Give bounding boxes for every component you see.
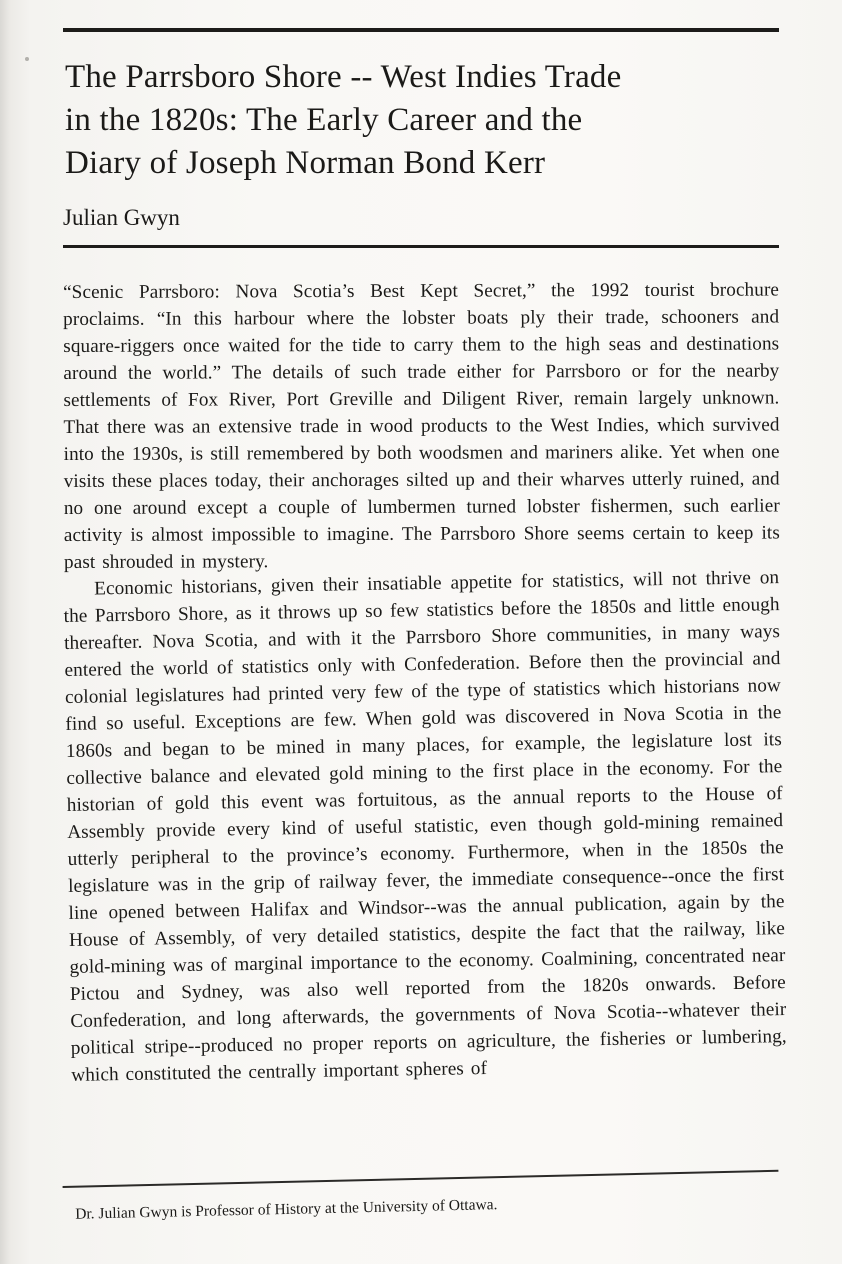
footnote-text: Dr. Julian Gwyn is Professor of History at the University of Ottawa.	[75, 1196, 498, 1223]
paragraph-1: “Scenic Parrsboro: Nova Scotia’s Best Kept Secret,” the 1992 tourist brochure proclaims. “In this harbour where the lobster boats ply their trade, schooners and square-riggers once waited for the tide to carry them to the high seas and destinations around the world.” The details of such trade either for Parrsboro or for the nearby settlements of Fox River, Port Greville and Diligent River, remain largely unknown. That there was an extensive trade in wood products to the West Indies, which survived into the 1930s, is still remembered by both woodsmen and mariners alike. Yet when one visits these places today, their anchorages silted up and their wharves utterly ruined, and no one around except a couple of lumbermen turned lobster fishermen, such earlier activity is almost impossible to imagine. The Parrsboro Shore seems certain to keep its past shrouded in mystery.	[63, 279, 780, 573]
footnote-rule	[63, 1170, 779, 1188]
scan-speck	[25, 57, 29, 61]
title-line: in the 1820s: The Early Career and the	[65, 102, 583, 138]
author-rule	[63, 245, 779, 248]
footnote-block	[63, 1170, 780, 1224]
title-line: Diary of Joseph Norman Bond Kerr	[65, 145, 546, 181]
article-title	[65, 56, 779, 185]
title-line: The Parrsboro Shore -- West Indies Trade	[65, 59, 622, 95]
paragraph-2: Economic historians, given their insatiable appetite for statistics, will not thrive on the Parrsboro Shore, as it throws up so few statistics before the 1850s and little enough thereafter. Nova Scotia, and with it the Parrsboro Shore communities, in many ways entered the world of statistics only with Confederation. Before then the provincial and colonial legislatures had printed very few of the type of statistics which historians now find so useful. Exceptions are few. When gold was discovered in Nova Scotia in the 1860s and began to be mined in many places, for example, the legislature lost its collective balance and elevated gold mining to the first place in the economy. For the historian of gold this event was fortuitous, as the annual reports to the House of Assembly provide every kind of useful statistic, even though gold-mining remained utterly peripheral to the province’s economy. Furthermore, when in the 1850s the legislature was in the grip of railway fever, the immediate consequence--once the first line opened between Halifax and Windsor--was the annual publication, again by the House of Assembly, of very detailed statistics, despite the fact that the railway, like gold-mining was of marginal importance to the economy. Coalmining, concentrated near Pictou and Sydney, was also well reported from the 1820s onwards. Before Confederation, and long afterwards, the governments of Nova Scotia--whatever their political stripe--produced no proper reports on agriculture, the fisheries or lumbering, which constituted the centrally important spheres of	[63, 567, 787, 1086]
article-content	[63, 28, 787, 1089]
article-body	[63, 279, 787, 1089]
top-rule	[63, 28, 779, 32]
author-name: Julian Gwyn	[63, 205, 180, 230]
